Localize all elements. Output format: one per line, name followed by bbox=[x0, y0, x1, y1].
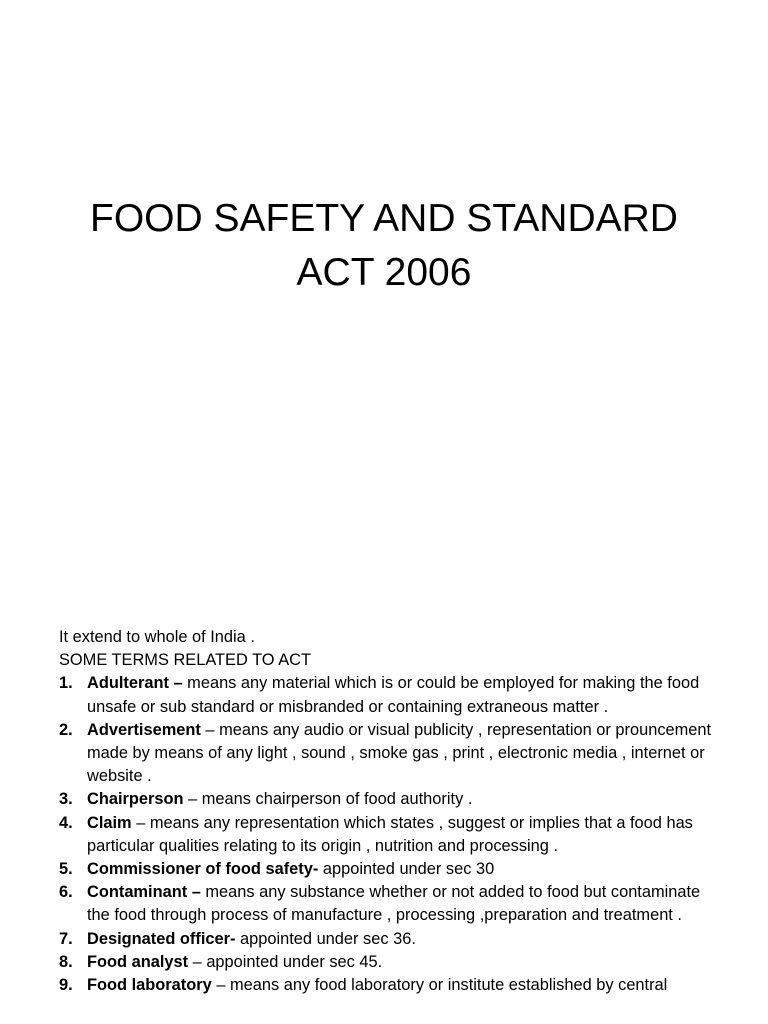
terms-heading: SOME TERMS RELATED TO ACT bbox=[59, 651, 311, 670]
item-number: 9. bbox=[59, 976, 73, 995]
term-name: Food laboratory bbox=[87, 976, 212, 995]
item-number: 6. bbox=[59, 883, 73, 902]
list-item bbox=[59, 974, 719, 997]
item-number: 4. bbox=[59, 813, 73, 832]
item-number: 3. bbox=[59, 790, 73, 809]
list-item bbox=[59, 858, 719, 881]
term-definition: means any material which is or could be employed for making the food unsafe or sub standard or misbranded or containing extraneous matter . bbox=[87, 674, 700, 716]
title-line-1: FOOD SAFETY AND STANDARD bbox=[90, 197, 678, 240]
term-name: Designated officer- bbox=[87, 929, 236, 948]
term-definition: – appointed under sec 45. bbox=[188, 952, 383, 971]
list-item bbox=[59, 812, 719, 858]
item-number: 1. bbox=[59, 674, 73, 693]
term-name: Commissioner of food safety- bbox=[87, 860, 319, 879]
list-item bbox=[59, 881, 719, 927]
list-item bbox=[59, 951, 719, 974]
item-number: 2. bbox=[59, 720, 73, 739]
term-definition: – means chairperson of food authority . bbox=[183, 790, 473, 809]
term-definition: appointed under sec 36. bbox=[235, 929, 416, 948]
extent-statement: It extend to whole of India . bbox=[59, 628, 255, 646]
term-definition: means any substance whether or not added to food but contaminate the food through process of manufacture , processing ,preparation and treatment . bbox=[87, 883, 701, 925]
term-definition: – means any audio or visual publicity , representation or prouncement made by means of any light , sound , smoke gas , print , electronic media , internet or website . bbox=[87, 720, 712, 786]
item-number: 8. bbox=[59, 952, 73, 971]
term-name: Adulterant – bbox=[87, 674, 183, 693]
term-name: Contaminant – bbox=[87, 883, 201, 902]
term-name: Chairperson bbox=[87, 790, 184, 809]
item-number: 7. bbox=[59, 929, 73, 948]
terms-list bbox=[59, 672, 719, 997]
list-item bbox=[59, 719, 719, 789]
term-definition: – means any food laboratory or institute established by central bbox=[211, 976, 668, 995]
document-title bbox=[0, 192, 768, 300]
term-definition: – means any representation which states , suggest or implies that a food has particular qualities relating to its origin , nutrition and processing . bbox=[87, 813, 693, 855]
list-item bbox=[59, 928, 719, 951]
list-item bbox=[59, 672, 719, 718]
term-definition: appointed under sec 30 bbox=[318, 860, 495, 879]
term-name: Food analyst bbox=[87, 952, 189, 971]
document-body bbox=[59, 626, 719, 997]
title-line-2: ACT 2006 bbox=[296, 251, 472, 294]
term-name: Claim bbox=[87, 813, 132, 832]
list-item bbox=[59, 788, 719, 811]
item-number: 5. bbox=[59, 860, 73, 879]
term-name: Advertisement bbox=[87, 720, 201, 739]
